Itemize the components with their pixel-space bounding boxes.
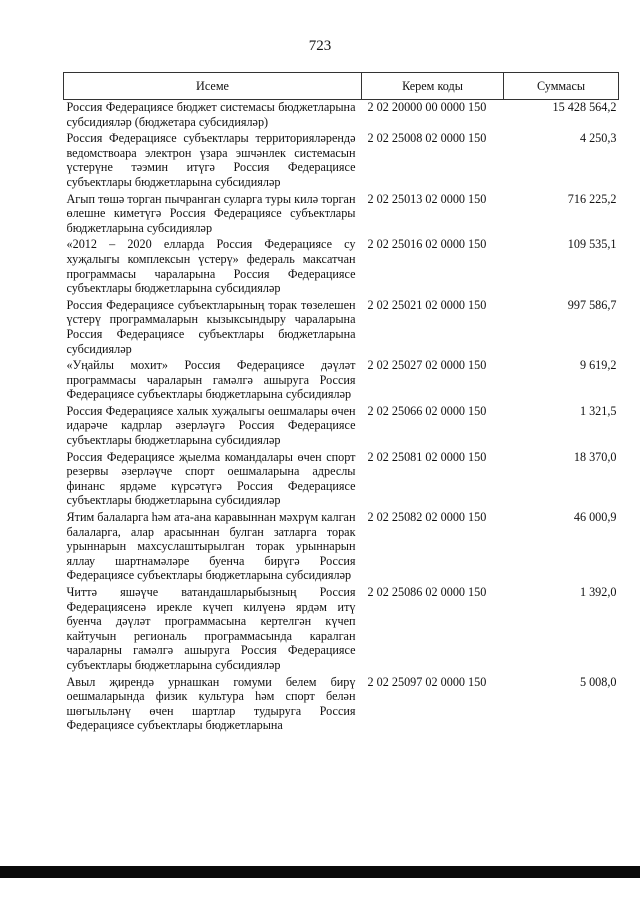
table-row	[64, 237, 619, 297]
row-code: 2 02 25097 02 0000 150	[367, 674, 487, 689]
budget-table	[63, 72, 619, 735]
row-name: Россия Федерациясе субъектларының торак төзелешен үстерү программаларын кызыксындыру чараларына Россия Федерациясе субъектлары бюджетларына субсидияләр	[66, 297, 356, 356]
row-name: Россия Федерациясе субъектлары территорияләрендә ведомствоара электрон үзара эшчәнлек системасын үстерүне тәэмин итүгә Россия Федерациясе субъектлары бюджетларына субсидияләр	[66, 131, 356, 189]
header-code: Керем коды	[362, 73, 504, 100]
table-row	[64, 131, 619, 191]
row-sum: 15 428 564,2	[552, 100, 617, 114]
row-sum: 18 370,0	[573, 449, 617, 464]
row-name: «Уңайлы мохит» Россия Федерациясе дәүләт программасы чараларын гамәлгә ашыруга Россия Федерациясе субъектлары бюджетларына субсидияләр	[66, 358, 356, 402]
row-code: 2 02 20000 00 0000 150	[367, 100, 487, 114]
row-code: 2 02 25082 02 0000 150	[367, 510, 487, 525]
table-row	[64, 450, 619, 510]
row-name: Россия Федерациясе җыелма командалары өчен спорт резервы әзерләүче спорт оешмаларына адреслы финанс ярдәме күрсәтүгә Россия Федерациясе субъектлары бюджетларына субсидияләр	[66, 449, 356, 508]
row-code: 2 02 25086 02 0000 150	[367, 585, 487, 599]
row-code: 2 02 25016 02 0000 150	[367, 237, 487, 252]
table-row	[64, 510, 619, 585]
table-body	[64, 100, 619, 735]
row-name: Россия Федерациясе халык хуҗалыгы оешмалары өчен идарәче кадрлар әзерләүгә Россия Федерациясе субъектлары бюджетларына субсидияләр	[66, 403, 356, 448]
row-sum: 716 225,2	[567, 191, 617, 206]
table-row	[64, 675, 619, 735]
row-code: 2 02 25008 02 0000 150	[367, 131, 487, 146]
table-row	[64, 585, 619, 675]
row-sum: 5 008,0	[579, 674, 617, 689]
table-row	[64, 298, 619, 358]
table-row	[64, 100, 619, 132]
header-name: Исеме	[64, 73, 362, 100]
row-code: 2 02 25021 02 0000 150	[367, 297, 487, 312]
row-name: Читтә яшәүче ватандашларыбызның Россия Федерациясенә ирекле күчеп килүенә ярдәм итү буенча дәүләт программасына кертелгән күчеп кайтучын региональ программасында каралган чараларны гамәлгә ашыруга Россия Федерациясе субъектлары бюджетларына субсидияләр	[66, 585, 356, 672]
row-sum: 4 250,3	[579, 131, 617, 146]
row-code: 2 02 25013 02 0000 150	[367, 191, 487, 206]
row-sum: 1 321,5	[579, 403, 617, 418]
scan-edge-bar	[0, 866, 640, 878]
table-row	[64, 192, 619, 238]
row-name: Агып төшә торган пычранган суларга туры килә торган өлешне киметүгә Россия Федерациясе субъектлары бюджетларына субсидияләр	[66, 191, 356, 235]
row-sum: 109 535,1	[567, 237, 617, 252]
table-row	[64, 358, 619, 404]
row-sum: 997 586,7	[567, 297, 617, 312]
table-header-row	[64, 73, 619, 100]
table-row	[64, 404, 619, 450]
row-sum: 46 000,9	[573, 510, 617, 525]
row-sum: 1 392,0	[579, 585, 617, 599]
row-sum: 9 619,2	[579, 358, 617, 373]
header-sum: Суммасы	[504, 73, 619, 100]
page-number: 723	[308, 38, 332, 54]
row-name: «2012 – 2020 елларда Россия Федерациясе су хуҗалыгы комплексын үстерү» федераль максатчан программасы чараларына Россия Федерациясе субъектлары бюджетларына субсидияләр	[66, 237, 356, 296]
row-code: 2 02 25027 02 0000 150	[367, 358, 487, 373]
row-name: Россия Федерациясе бюджет системасы бюджетларына субсидияләр (бюджетара субсидияләр)	[66, 100, 356, 129]
row-code: 2 02 25081 02 0000 150	[367, 449, 487, 464]
row-name: Авыл җирендә урнашкан гомуми белем бирү оешмаларында физик культура һәм спорт белән шөгыльләнү өчен шартлар тудыруга Россия Федерациясе субъектлары бюджетларына	[66, 674, 356, 733]
row-name: Ятим балаларга һәм ата-ана каравыннан мәхрүм калган балаларга, алар арасыннан булган затларга торак урыннарын махсуслаштырылган торак урыннарын яллау шартнамәләре буенча бирүгә Россия Федерациясе субъектлары бюджетларына субсидияләр	[66, 510, 356, 583]
row-code: 2 02 25066 02 0000 150	[367, 403, 487, 418]
